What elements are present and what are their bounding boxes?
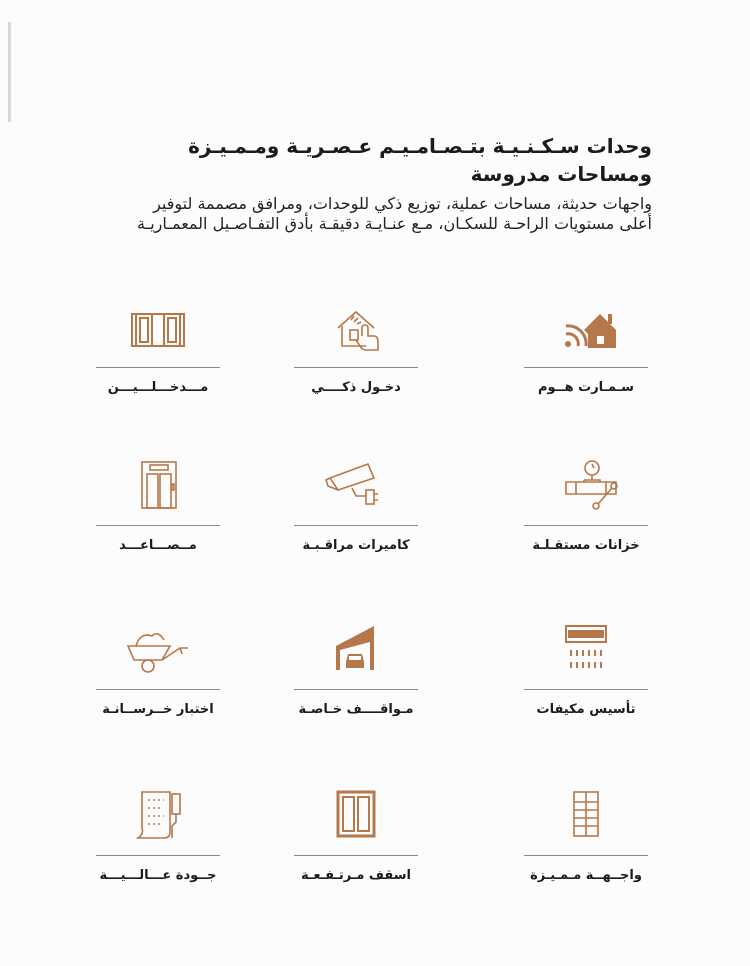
air-conditioner-icon [546, 622, 626, 682]
feature-divider [96, 525, 220, 526]
feature-divider [294, 367, 418, 368]
feature-divider [294, 525, 418, 526]
feature-divider [524, 525, 648, 526]
feature-smart-home [524, 300, 648, 410]
feature-label: اختبار خــرســانـة [102, 702, 214, 717]
feature-label: جــودة عـــالـــيـــة [99, 868, 217, 883]
feature-divider [294, 689, 418, 690]
feature-label: تأسيس مكيفات [536, 702, 636, 717]
feature-divider [524, 855, 648, 856]
feature-label: واجــهــة مـمـيـزة [530, 868, 642, 883]
feature-smart-entry [294, 300, 418, 410]
feature-divider [524, 367, 648, 368]
feature-divider [524, 689, 648, 690]
feature-private-parking [294, 622, 418, 732]
double-entrance-icon [118, 300, 198, 360]
high-ceiling-icon [316, 788, 396, 848]
feature-concrete-test [96, 622, 220, 732]
private-parking-icon [316, 622, 396, 682]
feature-elevator [96, 458, 220, 568]
feature-label: دخـول ذكــــي [311, 380, 401, 395]
feature-divider [96, 855, 220, 856]
feature-label: مـواقــــف خـاصـة [298, 702, 414, 717]
page-description-line1: واجهات حديثة، مساحات عملية، توزيع ذكي للوحدات، ومرافق مصممة لتوفير [153, 194, 652, 213]
feature-label: كاميرات مراقـبـة [302, 538, 410, 553]
feature-divider [96, 367, 220, 368]
page-title: وحدات سـكـنـيـة بتـصـامـيـم عـصـريـة ومـمـيـزة ومساحات مدروسة [188, 134, 652, 186]
elevator-icon [118, 458, 198, 518]
high-quality-icon [118, 788, 198, 848]
feature-double-entrance [96, 300, 220, 410]
security-camera-icon [316, 458, 396, 518]
page-description-line2: أعلى مستويات الراحـة للسكـان، مـع عنـايـة دقيقـة بأدق التفـاصـيل المعمـاريـة [136, 214, 652, 233]
feature-label: سـمـارت هــوم [538, 380, 634, 395]
feature-label: مـــدخـــلـــيـــن [107, 380, 209, 395]
feature-water-tank [524, 458, 648, 568]
smart-entry-icon [316, 300, 396, 360]
water-tank-icon [546, 458, 626, 518]
feature-high-quality [96, 788, 220, 898]
feature-security-camera [294, 458, 418, 568]
feature-divider [96, 689, 220, 690]
feature-air-conditioner [524, 622, 648, 732]
feature-divider [294, 855, 418, 856]
feature-high-ceiling [294, 788, 418, 898]
feature-label: خزانات مستقـلـة [532, 538, 640, 553]
distinctive-facade-icon [546, 788, 626, 848]
feature-distinctive-facade [524, 788, 648, 898]
concrete-test-icon [118, 622, 198, 682]
smart-home-icon [546, 300, 626, 360]
feature-label: مــصـــاعـــد [119, 538, 197, 553]
feature-label: اسقف مـرتـفـعـة [301, 868, 411, 883]
